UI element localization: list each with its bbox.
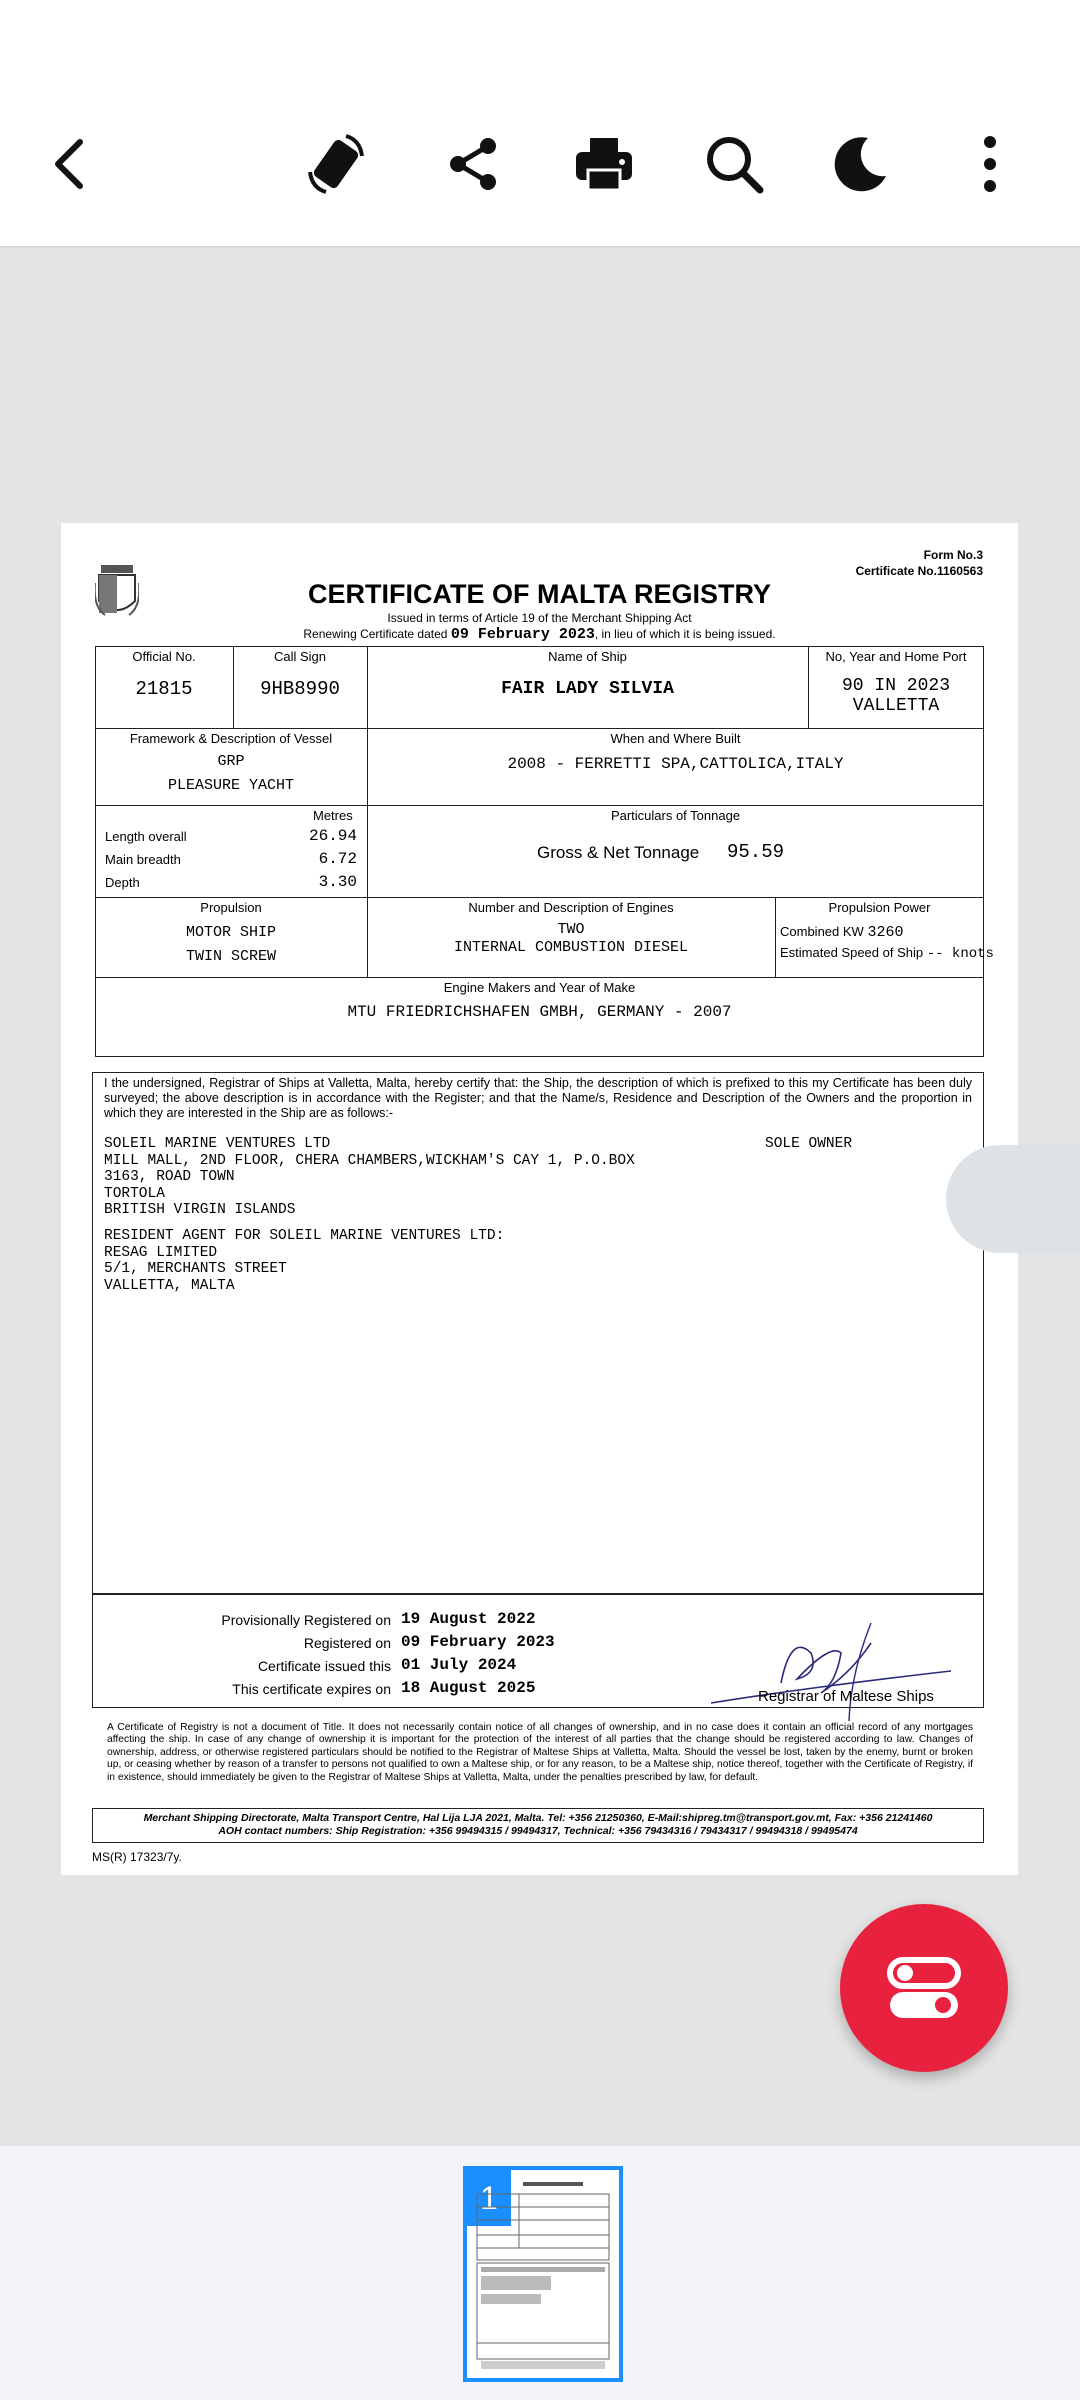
owner-line: BRITISH VIRGIN ISLANDS (104, 1202, 296, 1218)
certificate-page (61, 523, 1018, 1875)
owner-share: SOLE OWNER (765, 1136, 853, 1152)
dark-mode-icon[interactable] (824, 128, 896, 200)
home-port-line1: 90 IN 2023 (841, 676, 951, 696)
agent-block (104, 1228, 504, 1294)
issued-date: 01 July 2024 (401, 1656, 517, 1674)
back-icon[interactable] (36, 128, 108, 200)
top-toolbar (0, 0, 1080, 248)
engines-line2: INTERNAL COMBUSTION DIESEL (453, 939, 689, 956)
tonnage-label: Gross & Net Tonnage (537, 843, 700, 862)
page-thumbnail[interactable] (463, 2166, 623, 2382)
prov-label: Provisionally Registered on (221, 1612, 391, 1628)
footer-line2: AOH contact numbers: Ship Registration: +356 99494315 / 99494317, Technical: +356 79434316 / 79434317 / 99494318 / 99495474 (218, 1825, 858, 1837)
thumbnail-preview (467, 2170, 619, 2378)
reg-date: 09 February 2023 (401, 1633, 555, 1651)
propulsion-line1: MOTOR SHIP (185, 924, 276, 941)
renewing-line: Renewing Certificate dated 09 February 2023, in lieu of which it is being issued. (303, 626, 776, 643)
renewing-date: 09 February 2023 (450, 626, 595, 643)
engine-makers-label: Engine Makers and Year of Make (443, 980, 636, 995)
ms-reference: MS(R) 17323/7y. (92, 1850, 182, 1864)
framework-label: Framework & Description of Vessel (129, 731, 333, 746)
engines-label: Number and Description of Engines (468, 900, 674, 915)
expires-date: 18 August 2025 (401, 1679, 536, 1697)
framework-line2: PLEASURE YACHT (167, 777, 295, 794)
propulsion-label: Propulsion (200, 900, 262, 915)
power-label: Propulsion Power (828, 900, 931, 915)
print-icon[interactable] (568, 128, 640, 200)
depth-label: Depth (105, 875, 140, 890)
combined-kw-label: Combined KW (780, 924, 864, 939)
built: 2008 - FERRETTI SPA,CATTOLICA,ITALY (507, 755, 844, 773)
metres-label: Metres (313, 808, 353, 823)
speed-label: Estimated Speed of Ship (780, 945, 924, 960)
tonnage-header: Particulars of Tonnage (610, 808, 741, 823)
official-no: 21815 (135, 678, 193, 700)
breadth-label: Main breadth (105, 852, 181, 867)
owner-block (104, 1136, 635, 1219)
length-value: 26.94 (308, 827, 357, 845)
certificate-title: CERTIFICATE OF MALTA REGISTRY (308, 579, 771, 609)
length-label: Length overall (105, 829, 187, 844)
certify-text: I the undersigned, Registrar of Ships at Valletta, Malta, hereby certify that: the Ship, the description of which is prefixed to this my Certificate has been duly surveyed; the above description is in accordance with the Register; and that the Name/s, Residence and Description of the Owners and the proportion in which they are interested in the Ship are as follows:- (104, 1076, 972, 1120)
speed-value: -- knots (926, 946, 994, 962)
thumbnail-page-number: 1 (467, 2170, 511, 2226)
scroll-handle[interactable] (946, 1145, 1080, 1253)
combined-kw: 3260 (867, 924, 904, 941)
form-no: Form No.3 (923, 548, 983, 562)
engines-line1: TWO (557, 921, 585, 938)
home-port-line2: VALLETTA (852, 696, 940, 716)
owner-line: SOLEIL MARINE VENTURES LTD (104, 1136, 331, 1152)
ship-name: FAIR LADY SILVIA (501, 679, 674, 699)
agent-line: RESIDENT AGENT FOR SOLEIL MARINE VENTURES LTD: (104, 1228, 505, 1244)
toggle-icon (884, 1948, 964, 2028)
notice-text: A Certificate of Registry is not a document of Title. It does not necessarily contain notice of all changes of ownership, and in no case does it contain an official record of any mortgages affecting the ship. In case of any change of ownership it is important for the protection of the interest of all parties that the change should be registered according to law. Changes of ownership, address, or otherwise registered particulars should be notified to the Registrar of Maltese Ships at Valletta, Malta. Should the vessel be lost, taken by the enemy, burnt or broken up, or ceasing whether by reason of a transfer to persons not qualified to own a Maltese ship, or for any reason, to be a Maltese ship, notice thereof, together with the Certificate of Registry, if in existence, should immediately be given to the Registrar of Maltese Ships at Valletta, Malta, under the penalties prescribed by law, for default. (107, 1722, 973, 1783)
call-sign-label: Call Sign (273, 649, 327, 664)
issued-label: Certificate issued this (257, 1658, 391, 1674)
framework-line1: GRP (217, 753, 245, 770)
owner-line: 3163, ROAD TOWN (104, 1169, 235, 1185)
when-built-label: When and Where Built (610, 731, 741, 746)
official-no-label: Official No. (132, 649, 196, 664)
share-icon[interactable] (438, 128, 510, 200)
signature-image (701, 1613, 951, 1723)
search-icon[interactable] (698, 128, 770, 200)
tonnage-value: 95.59 (727, 841, 785, 863)
footer-line1: Merchant Shipping Directorate, Malta Transport Centre, Hal Lija LJA 2021, Malta. Tel: +356 21250360, E-Mail:shipreg.tm@transport.gov.mt, Fax: +356 21241460 (143, 1812, 933, 1824)
home-port-label: No, Year and Home Port (825, 649, 967, 664)
rotate-icon[interactable] (300, 128, 372, 200)
engine-makers: MTU FRIEDRICHSHAFEN GMBH, GERMANY - 2007 (347, 1003, 732, 1021)
owner-line: MILL MALL, 2ND FLOOR, CHERA CHAMBERS,WICKHAM'S CAY 1, P.O.BOX (104, 1152, 635, 1169)
agent-line: RESAG LIMITED (104, 1244, 218, 1261)
propulsion-line2: TWIN SCREW (185, 948, 276, 965)
owner-line: TORTOLA (104, 1185, 165, 1202)
prov-date: 19 August 2022 (401, 1610, 536, 1628)
breadth-value: 6.72 (318, 850, 357, 868)
depth-value: 3.30 (318, 873, 357, 891)
toggle-tools-button[interactable] (840, 1904, 1008, 2072)
issued-line: Issued in terms of Article 19 of the Merchant Shipping Act (387, 611, 692, 625)
more-icon[interactable] (954, 128, 1026, 200)
call-sign: 9HB8990 (260, 678, 340, 700)
agent-line: VALLETTA, MALTA (104, 1277, 235, 1294)
certificate-no: Certificate No.1160563 (855, 564, 983, 578)
reg-label: Registered on (303, 1635, 391, 1651)
agent-line: 5/1, MERCHANTS STREET (104, 1261, 287, 1277)
expires-label: This certificate expires on (232, 1681, 391, 1697)
name-of-ship-label: Name of Ship (548, 649, 627, 664)
registrar-label: Registrar of Maltese Ships (758, 1688, 934, 1705)
